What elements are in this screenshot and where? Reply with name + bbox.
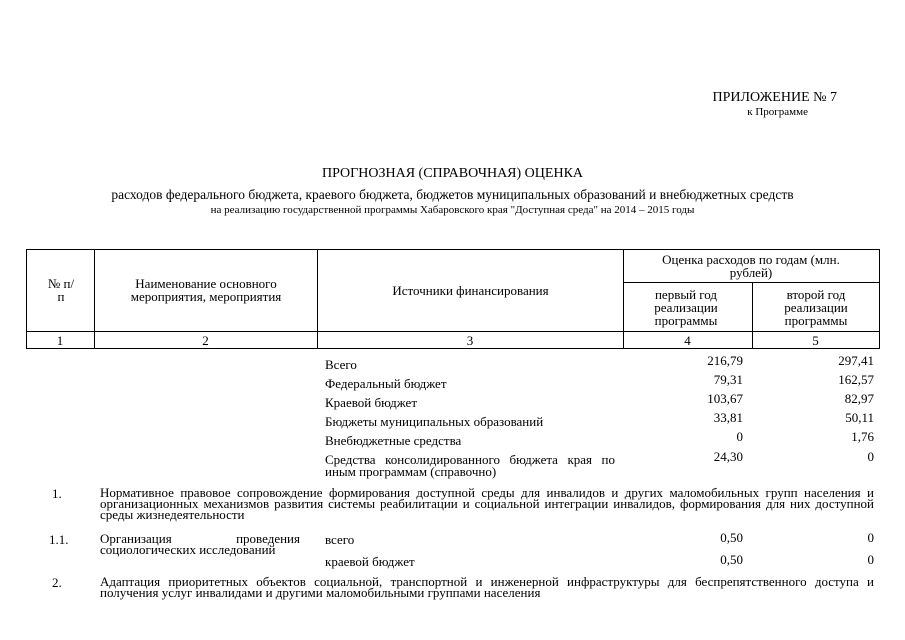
col-header-number: № п/п xyxy=(47,276,75,304)
table-row-year1: 0,50 xyxy=(720,552,743,567)
col-index-3: 3 xyxy=(466,332,474,348)
table-row-year1: 0,50 xyxy=(720,530,743,545)
col-header-name: Наименование основного мероприятия, мероприятия xyxy=(130,276,282,304)
col-index-4: 4 xyxy=(684,332,691,348)
col-header-year2: второй год реализации программы xyxy=(784,286,848,328)
item-number: 1. xyxy=(52,486,62,501)
table-row-source: Всего xyxy=(325,357,357,372)
table-row-source: Бюджеты муниципальных образований xyxy=(325,414,544,429)
table-row-year2: 0 xyxy=(867,552,874,567)
col-header-group: Оценка расходов по годам (млн. рублей) xyxy=(662,251,840,280)
item-text: Нормативное правовое сопровождение формирования доступной среды для инвалидов и других маломобильных групп населения и организационных механизмов развития системы реабилитации и социальной интеграции инвалидов, формирования для них доступной среды жизнедеятельности xyxy=(100,485,874,522)
table-row-year1: 216,79 xyxy=(707,353,743,368)
document-title: ПРОГНОЗНАЯ (СПРАВОЧНАЯ) ОЦЕНКА xyxy=(321,166,584,181)
table-row-year2: 50,11 xyxy=(845,410,874,425)
table-row-source: Федеральный бюджет xyxy=(325,376,447,391)
table-row-year1: 33,81 xyxy=(713,410,743,425)
table-row-year2: 162,57 xyxy=(838,372,874,387)
table-row-source: Средства консолидированного бюджета края по иным программам (справочно) xyxy=(325,452,615,479)
col-index-2: 2 xyxy=(202,332,209,348)
table-row-source: всего xyxy=(325,532,355,547)
table-row-year1: 79,31 xyxy=(713,372,743,387)
col-header-year1: первый год реализации программы xyxy=(654,286,718,328)
item-text: Адаптация приоритетных объектов социальной, транспортной и инженерной инфраструктуры для беспрепятственного доступа и получения услуг инвалидами и другими маломобильными группами населения xyxy=(100,574,874,600)
document-subtitle-2: на реализацию государственной программы Хабаровского края "Доступная среда" на 2014 – 2015 годы xyxy=(210,204,695,216)
appendix-title: ПРИЛОЖЕНИЕ № 7 xyxy=(712,90,837,105)
table-row-year2: 1,76 xyxy=(851,429,874,444)
col-index-5: 5 xyxy=(812,332,819,348)
item-number: 2. xyxy=(52,575,62,590)
table-row-year1: 103,67 xyxy=(707,391,743,406)
table-row-source: Внебюджетные средства xyxy=(325,433,462,448)
table-row-year2: 0 xyxy=(867,449,874,464)
item-number: 1.1. xyxy=(49,532,69,547)
col-header-source: Источники финансирования xyxy=(392,282,549,298)
table-row-year1: 0 xyxy=(736,429,743,444)
table-row-source: краевой бюджет xyxy=(325,554,415,569)
table-row-year1: 24,30 xyxy=(713,449,743,464)
table-header xyxy=(26,249,880,349)
table-row-source: Краевой бюджет xyxy=(325,395,418,410)
appendix-subtitle: к Программе xyxy=(747,106,808,118)
table-row-year2: 82,97 xyxy=(844,391,874,406)
col-index-1: 1 xyxy=(56,332,64,348)
document-subtitle: расходов федерального бюджета, краевого бюджета, бюджетов муниципальных образований и внебюджетных средств xyxy=(111,187,794,202)
item-text: Организация проведения социологических исследований xyxy=(100,531,300,557)
table-row-year2: 297,41 xyxy=(838,353,874,368)
table-row-year2: 0 xyxy=(867,530,874,545)
